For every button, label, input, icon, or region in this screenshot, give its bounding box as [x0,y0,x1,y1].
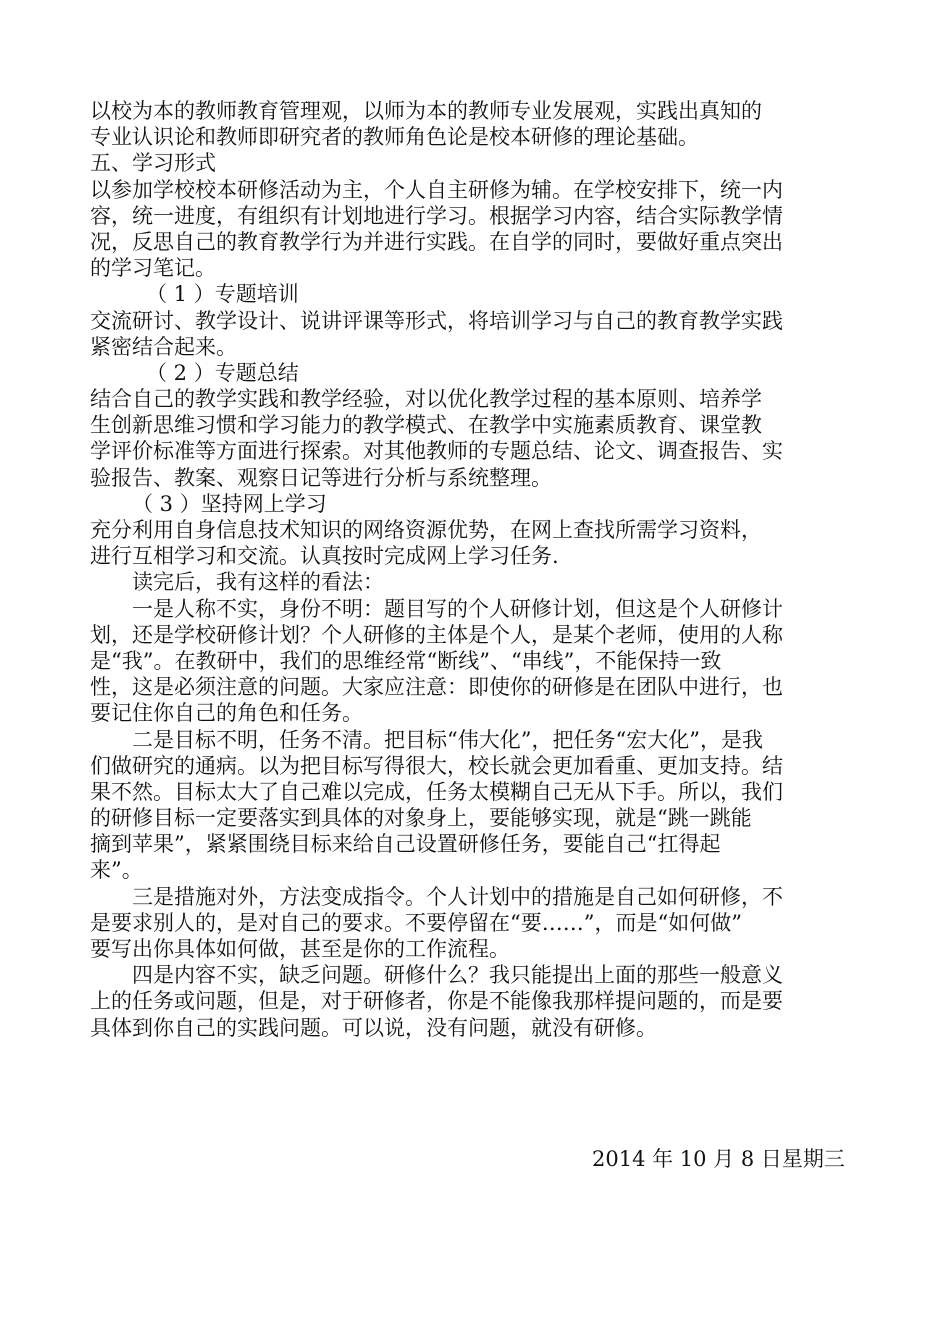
text-line: 性，这是必须注意的问题。大家应注意：即使你的研修是在团队中进行，也 [90,675,783,700]
text-line: 的研修目标一定要落实到具体的对象身上，要能够实现，就是“跳一跳能 [90,806,752,831]
text-line: 摘到苹果”，紧紧围绕目标来给自己设置研修任务，要能自己“扛得起 [90,832,721,857]
text-line: 四是内容不实，缺乏问题。研修什么？我只能提出上面的那些一般意义 [132,963,783,988]
text-line: 以校为本的教师教育管理观，以师为本的教师专业发展观，实践出真知的 [90,99,762,123]
text-line: 容，统一进度，有组织有计划地进行学习。根据学习内容，结合实际教学情 [90,203,783,228]
text-line: （ 2 ）专题总结 [146,360,299,385]
text-line: 来”。 [90,858,143,883]
text-line: 是要求别人的，是对自己的要求。不要停留在“要……”，而是“如何做” [90,910,742,935]
text-line: 上的任务或问题，但是，对于研修者，你是不能像我那样提问题的，而是要 [90,989,783,1014]
text-line: 是“我”。在教研中，我们的思维经常“断线”、“串线”，不能保持一致 [90,648,722,673]
text-line: 果不然。目标太大了自己难以完成，任务太模糊自己无从下手。所以，我们 [90,779,783,804]
text-line: （ 3 ）坚持网上学习 [132,491,327,516]
text-line: 充分利用自身信息技术知识的网络资源优势，在网上查找所需学习资料， [90,518,762,542]
text-line: 要写出你具体如何做，甚至是你的工作流程。 [90,937,510,961]
text-line: 的学习笔记。 [90,256,216,281]
text-line: 紧密结合起来。 [90,334,237,359]
document-date: 2014 年 10 月 8 日星期三 [592,1147,845,1171]
text-line: 交流研讨、教学设计、说讲评课等形式，将培训学习与自己的教育教学实践 [90,308,783,333]
text-line: 二是目标不明，任务不清。把目标“伟大化”，把任务“宏大化”，是我 [132,727,763,752]
text-line: 划，还是学校研修计划？个人研修的主体是个人，是某个老师，使用的人称 [90,622,783,647]
text-line: 结合自己的教学实践和教学经验，对以优化教学过程的基本原则、培养学 [90,387,762,412]
text-line: 验报告、教案、观察日记等进行分析与系统整理。 [90,465,552,490]
text-line: 专业认识论和教师即研究者的教师角色论是校本研修的理论基础。 [90,125,699,150]
text-line: 一是人称不实，身份不明：题目写的个人研修计划，但这是个人研修计 [132,596,783,621]
text-line: 要记住你自己的角色和任务。 [90,701,363,726]
text-line: 五、学习形式 [90,151,216,176]
text-line: （ 1 ）专题培训 [146,282,299,307]
text-line: 三是措施对外，方法变成指令。个人计划中的措施是自己如何研修，不 [132,884,783,909]
text-line: 况，反思自己的教育教学行为并进行实践。在自学的同时，要做好重点突出 [90,229,783,254]
text-line: 具体到你自己的实践问题。可以说，没有问题，就没有研修。 [90,1015,657,1040]
text-line: 们做研究的通病。以为把目标写得很大，校长就会更加看重、更加支持。结 [90,753,783,778]
text-line: 学评价标准等方面进行探索。对其他教师的专题总结、论文、调查报告、实 [90,439,783,464]
text-line: 生创新思维习惯和学习能力的教学模式、在教学中实施素质教育、课堂教 [90,413,762,438]
text-line: 以参加学校校本研修活动为主，个人自主研修为辅。在学校安排下，统一内 [90,177,783,202]
text-line: 读完后，我有这样的看法： [132,570,384,595]
text-line: 进行互相学习和交流。认真按时完成网上学习任务. [90,544,559,569]
document-body [90,98,860,1041]
